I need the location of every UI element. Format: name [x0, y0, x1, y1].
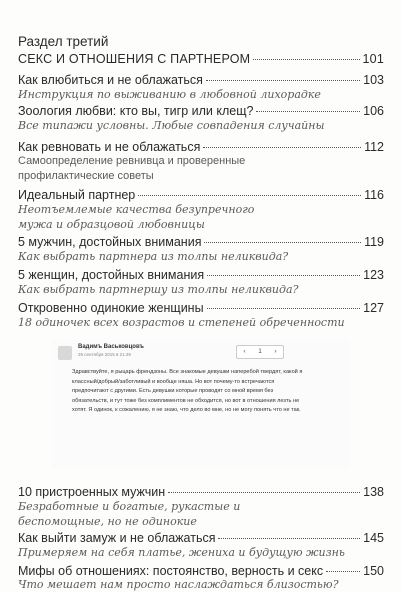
- entry-title: Как ревновать и не облажаться: [18, 140, 201, 154]
- toc-entry[interactable]: [18, 104, 384, 118]
- page-number: 106: [363, 104, 384, 118]
- section-title: СЕКС И ОТНОШЕНИЯ С ПАРТНЕРОМ: [18, 52, 251, 66]
- entry-subtitle: 18 одиночек всех возрастов и степеней обреченности: [18, 316, 345, 329]
- post-author: Вадимъ Васьковцовъ: [78, 344, 144, 350]
- post-text: Здравствуйте, я рыцарь френдзоны. Все знакомые девушки наперебой твердят, какой я классный/добрый/заботливый и вообще няша. Но вот почему-то встречаются предпочитают с другими. Есть девушки которые проводят со мной время без обязательств, и тут тоже без комплиментов не обходится, но вот в отношения лезть не хотят. Я одинок, к сожалению, я не знаю, что дело во мне, но не могу понять что не так.: [72, 369, 303, 413]
- page-number: 150: [363, 564, 384, 578]
- page-number: 103: [363, 73, 384, 87]
- chevron-right-icon: ›: [274, 349, 277, 355]
- section-label: Раздел третий: [18, 34, 109, 49]
- pager-number: 1: [258, 349, 262, 355]
- entry-subtitle: Самоопределение ревнивца и проверенные профилактические советы: [18, 155, 246, 182]
- dot-leader: [204, 242, 361, 243]
- dot-leader: [207, 308, 361, 309]
- entry-title: Зоология любви: кто вы, тигр или клещ?: [18, 104, 254, 118]
- entry-title: 5 женщин, достойных внимания: [18, 268, 205, 282]
- dot-leader: [253, 59, 359, 60]
- entry-subtitle: Все типажи условны. Любые совпадения случайны: [18, 119, 325, 132]
- page-number: 145: [363, 531, 384, 545]
- page-number: 101: [362, 52, 384, 66]
- dot-leader: [203, 147, 361, 148]
- embedded-post: [52, 340, 350, 468]
- entry-title: Как выйти замуж и не облажаться: [18, 531, 216, 545]
- toc-entry[interactable]: [18, 301, 384, 315]
- entry-subtitle: Неотъемлемые качества безупречного мужа и образцовой любовницы: [18, 203, 255, 231]
- entry-subtitle: Инструкция по выживанию в любовной лихорадке: [18, 88, 321, 101]
- toc-entry[interactable]: [18, 485, 384, 499]
- entry-subtitle: Как выбрать партнершу из толпы неликвида?: [18, 283, 299, 296]
- chevron-left-icon: ‹: [243, 349, 246, 355]
- toc-section-heading[interactable]: [18, 52, 384, 66]
- page-number: 119: [364, 235, 384, 249]
- dot-leader: [326, 571, 360, 572]
- toc-entry[interactable]: [18, 73, 384, 87]
- entry-title: 10 пристроенных мужчин: [18, 485, 166, 499]
- dot-leader: [218, 538, 360, 539]
- dot-leader: [168, 492, 360, 493]
- toc-entry[interactable]: [18, 235, 384, 249]
- page-number: 112: [364, 140, 384, 154]
- entry-title: Мифы об отношениях: постоянство, верность и секс: [18, 564, 324, 578]
- page-number: 116: [364, 188, 384, 202]
- post-date: 26 сентября 2015 в 21:49: [78, 352, 131, 357]
- page-number: 138: [363, 485, 384, 499]
- page-number: 127: [363, 301, 384, 315]
- entry-subtitle: Примеряем на себя платье, жениха и будущую жизнь: [18, 546, 345, 559]
- entry-title: 5 мужчин, достойных внимания: [18, 235, 202, 249]
- dot-leader: [207, 275, 360, 276]
- entry-subtitle: Как выбрать партнера из толпы неликвида?: [18, 250, 289, 263]
- toc-entry[interactable]: [18, 531, 384, 545]
- toc-entry[interactable]: [18, 268, 384, 282]
- entry-subtitle: Безработные и богатые, рукастые и беспомощные, но не одинокие: [18, 500, 241, 528]
- toc-entry[interactable]: [18, 564, 384, 578]
- page-number: 123: [363, 268, 384, 282]
- toc-entry[interactable]: [18, 140, 384, 154]
- toc-entry[interactable]: [18, 188, 384, 202]
- entry-title: Откровенно одинокие женщины: [18, 301, 204, 315]
- dot-leader: [206, 80, 360, 81]
- post-pager: [236, 345, 284, 359]
- entry-title: Как влюбиться и не облажаться: [18, 73, 203, 87]
- dot-leader: [138, 195, 361, 196]
- entry-title: Идеальный партнер: [18, 188, 136, 202]
- entry-subtitle: Что мешает нам просто наслаждаться близостью?: [18, 578, 339, 591]
- avatar: [58, 346, 72, 360]
- dot-leader: [256, 111, 360, 112]
